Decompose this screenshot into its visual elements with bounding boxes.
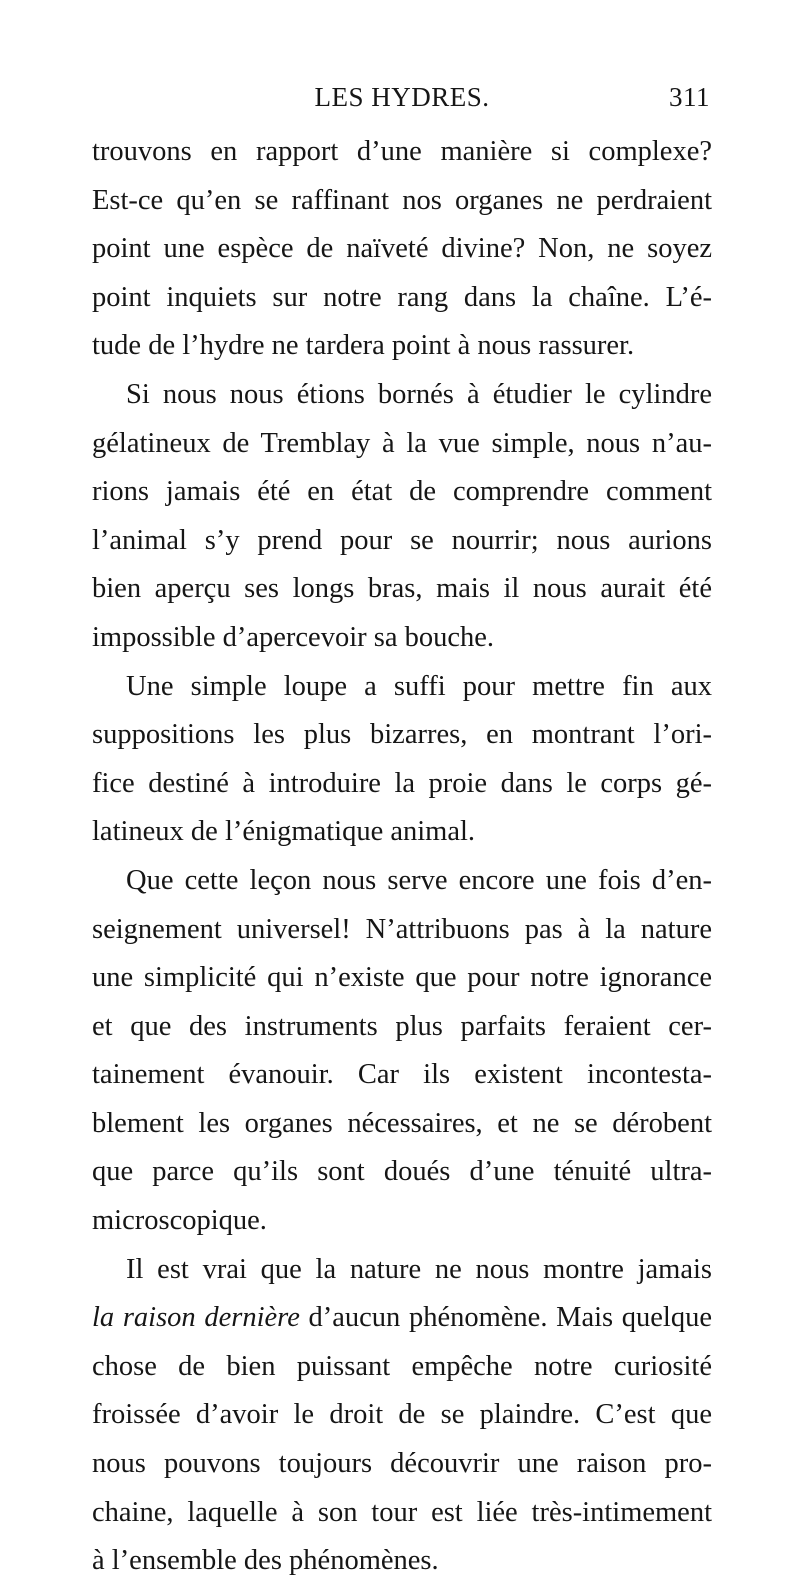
text-line: Est-ce qu’en se raffinant nos organes ne perdraient xyxy=(92,184,712,216)
text-line: point une espèce de naïveté divine? Non, ne soyez xyxy=(92,233,712,265)
text-line: bien aperçu ses longs bras, mais il nous aurait été xyxy=(92,573,712,605)
text-line: point inquiets sur notre rang dans la chaîne. L’é- xyxy=(92,281,712,313)
text-line: froissée d’avoir le droit de se plaindre. C’est que xyxy=(92,1399,712,1431)
running-title: LES HYDRES. xyxy=(314,82,490,112)
page-header xyxy=(92,82,712,116)
text-line: que parce qu’ils sont doués d’une ténuité ultra- xyxy=(92,1156,712,1188)
italic-phrase: la raison dernière xyxy=(92,1302,300,1334)
text-line: chose de bien puissant empêche notre curiosité xyxy=(92,1350,712,1382)
text-line xyxy=(92,1294,712,1343)
text-line: microscopique. xyxy=(92,1205,267,1237)
text-line: rions jamais été en état de comprendre comment xyxy=(92,476,712,508)
text-line: suppositions les plus bizarres, en montrant l’ori- xyxy=(92,719,712,751)
text-line: tainement évanouir. Car ils existent incontesta- xyxy=(92,1059,712,1091)
text-line: nous pouvons toujours découvrir une raison pro- xyxy=(92,1448,712,1480)
text-line: gélatineux de Tremblay à la vue simple, nous n’au- xyxy=(92,427,712,459)
text-line: une simplicité qui n’existe que pour notre ignorance xyxy=(92,962,712,994)
paragraph-first-line: Il est vrai que la nature ne nous montre jamais xyxy=(126,1253,712,1285)
paragraph-first-line: Une simple loupe a suffi pour mettre fin aux xyxy=(126,670,712,702)
text-line: l’animal s’y prend pour se nourrir; nous aurions xyxy=(92,524,712,556)
page-number: 311 xyxy=(669,82,710,112)
text-line: fice destiné à introduire la proie dans le corps gé- xyxy=(92,767,712,799)
text-line: et que des instruments plus parfaits feraient cer- xyxy=(92,1010,712,1042)
paragraph-first-line: Si nous nous étions bornés à étudier le cylindre xyxy=(126,378,712,410)
text-line: tude de l’hydre ne tardera point à nous rassurer. xyxy=(92,330,635,362)
body-text xyxy=(92,128,712,1586)
text-line: trouvons en rapport d’une manière si complexe? xyxy=(92,136,712,167)
text-line: latineux de l’énigmatique animal. xyxy=(92,816,476,848)
text-line: chaine, laquelle à son tour est liée très-intimement xyxy=(92,1496,712,1528)
text-line: impossible d’apercevoir sa bouche. xyxy=(92,621,495,653)
text-span: d’aucun phénomène. Mais quelque xyxy=(299,1302,712,1334)
text-line: seignement universel! N’attribuons pas à la nature xyxy=(92,913,712,945)
text-line: à l’ensemble des phénomènes. xyxy=(92,1545,439,1577)
paragraph-first-line: Que cette leçon nous serve encore une fois d’en- xyxy=(126,864,712,896)
text-line: blement les organes nécessaires, et ne se dérobent xyxy=(92,1107,712,1139)
